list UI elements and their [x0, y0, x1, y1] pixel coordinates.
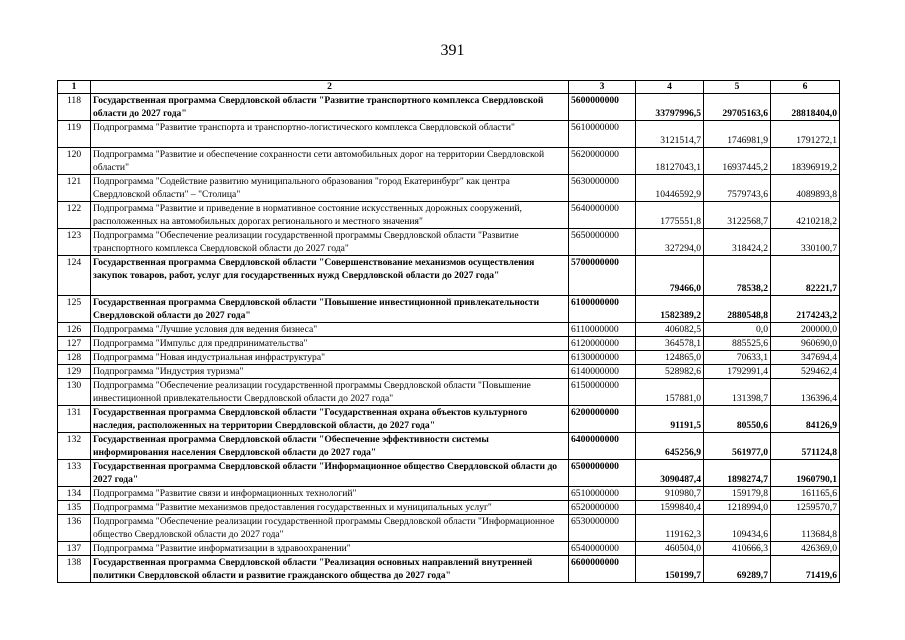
- page-number: 391: [440, 42, 465, 59]
- target-code: 5620000000: [569, 148, 636, 175]
- amount-col-5: 2880548,8: [704, 296, 771, 323]
- program-name: Подпрограмма "Лучшие условия для ведения бизнеса": [91, 323, 569, 337]
- amount-col-6: 960690,0: [771, 337, 840, 351]
- amount-col-4: 3090487,4: [636, 460, 704, 487]
- program-name: Подпрограмма "Обеспечение реализации государственной программы Свердловской области "Информационное общество Свердловской области до 2027 года": [91, 515, 569, 542]
- table-row: [58, 121, 840, 148]
- row-number: 120: [58, 148, 91, 175]
- target-code: 6510000000: [569, 487, 636, 501]
- amount-col-6: 200000,0: [771, 323, 840, 337]
- table-row: [58, 202, 840, 229]
- amount-col-6: 1259570,7: [771, 501, 840, 515]
- amount-col-4: 364578,1: [636, 337, 704, 351]
- column-header: 3: [569, 81, 636, 94]
- amount-col-6: 571124,8: [771, 433, 840, 460]
- amount-col-4: 1599840,4: [636, 501, 704, 515]
- program-name: Подпрограмма "Развитие и приведение в нормативное состояние искусственных дорожных сооружений, расположенных на автомобильных дорогах регионального и местного значения": [91, 202, 569, 229]
- amount-col-5: 561977,0: [704, 433, 771, 460]
- amount-col-6: 2174243,2: [771, 296, 840, 323]
- table-row: [58, 229, 840, 256]
- amount-col-4: 528982,6: [636, 365, 704, 379]
- amount-col-4: 18127043,1: [636, 148, 704, 175]
- amount-col-4: 157881,0: [636, 379, 704, 406]
- amount-col-6: 71419,6: [771, 556, 840, 583]
- budget-table: [57, 80, 840, 583]
- amount-col-5: 131398,7: [704, 379, 771, 406]
- row-number: 130: [58, 379, 91, 406]
- target-code: 6600000000: [569, 556, 636, 583]
- program-name: Государственная программа Свердловской области "Государственная охрана объектов культурного наследия, расположенных на территории Свердловской области, до 2027 года": [91, 406, 569, 433]
- row-number: 118: [58, 94, 91, 121]
- row-number: 126: [58, 323, 91, 337]
- target-code: 6150000000: [569, 379, 636, 406]
- table-row: [58, 175, 840, 202]
- amount-col-5: 109434,6: [704, 515, 771, 542]
- table-row: [58, 556, 840, 583]
- amount-col-5: 7579743,6: [704, 175, 771, 202]
- table-body: [58, 81, 840, 583]
- amount-col-5: 16937445,2: [704, 148, 771, 175]
- row-number: 128: [58, 351, 91, 365]
- column-header: 1: [58, 81, 91, 94]
- row-number: 132: [58, 433, 91, 460]
- table-row: [58, 542, 840, 556]
- amount-col-4: 3121514,7: [636, 121, 704, 148]
- amount-col-6: 330100,7: [771, 229, 840, 256]
- target-code: 5610000000: [569, 121, 636, 148]
- program-name: Подпрограмма "Обеспечение реализации государственной программы Свердловской области "Повышение инвестиционной привлекательности Свердловской области до 2027 года": [91, 379, 569, 406]
- table-header-row: [58, 81, 840, 94]
- target-code: 6110000000: [569, 323, 636, 337]
- amount-col-6: 1791272,1: [771, 121, 840, 148]
- program-name: Государственная программа Свердловской области "Повышение инвестиционной привлекательности Свердловской области до 2027 года": [91, 296, 569, 323]
- target-code: 6120000000: [569, 337, 636, 351]
- amount-col-4: 33797996,5: [636, 94, 704, 121]
- amount-col-4: 119162,3: [636, 515, 704, 542]
- program-name: Подпрограмма "Развитие транспорта и транспортно-логистического комплекса Свердловской области": [91, 121, 569, 148]
- row-number: 121: [58, 175, 91, 202]
- amount-col-5: 29705163,6: [704, 94, 771, 121]
- program-name: Государственная программа Свердловской области "Обеспечение эффективности системы информирования населения Свердловской области до 2027 года": [91, 433, 569, 460]
- row-number: 124: [58, 256, 91, 296]
- program-name: Подпрограмма "Обеспечение реализации государственной программы Свердловской области "Развитие транспортного комплекса Свердловской области до 2027 года": [91, 229, 569, 256]
- table-row: [58, 406, 840, 433]
- program-name: Подпрограмма "Новая индустриальная инфраструктура": [91, 351, 569, 365]
- amount-col-4: 327294,0: [636, 229, 704, 256]
- amount-col-6: 529462,4: [771, 365, 840, 379]
- target-code: 6500000000: [569, 460, 636, 487]
- amount-col-5: 3122568,7: [704, 202, 771, 229]
- target-code: 6140000000: [569, 365, 636, 379]
- column-header: 6: [771, 81, 840, 94]
- amount-col-5: 1898274,7: [704, 460, 771, 487]
- target-code: 5600000000: [569, 94, 636, 121]
- amount-col-4: 124865,0: [636, 351, 704, 365]
- table-row: [58, 148, 840, 175]
- amount-col-4: 10446592,9: [636, 175, 704, 202]
- amount-col-4: 91191,5: [636, 406, 704, 433]
- column-header: 4: [636, 81, 704, 94]
- row-number: 136: [58, 515, 91, 542]
- target-code: 6130000000: [569, 351, 636, 365]
- table-row: [58, 515, 840, 542]
- amount-col-4: 1775551,8: [636, 202, 704, 229]
- program-name: Подпрограмма "Развитие и обеспечение сохранности сети автомобильных дорог на территории Свердловской области": [91, 148, 569, 175]
- amount-col-6: 28818404,0: [771, 94, 840, 121]
- amount-col-6: 136396,4: [771, 379, 840, 406]
- table-row: [58, 296, 840, 323]
- program-name: Подпрограмма "Развитие информатизации в здравоохранении": [91, 542, 569, 556]
- amount-col-4: 150199,7: [636, 556, 704, 583]
- amount-col-6: 426369,0: [771, 542, 840, 556]
- column-header: 5: [704, 81, 771, 94]
- table-row: [58, 379, 840, 406]
- target-code: 6520000000: [569, 501, 636, 515]
- table-row: [58, 256, 840, 296]
- target-code: 6100000000: [569, 296, 636, 323]
- table-row: [58, 460, 840, 487]
- table-row: [58, 487, 840, 501]
- amount-col-5: 885525,6: [704, 337, 771, 351]
- table-row: [58, 433, 840, 460]
- amount-col-6: 4089893,8: [771, 175, 840, 202]
- amount-col-5: 70633,1: [704, 351, 771, 365]
- program-name: Подпрограмма "Развитие механизмов предоставления государственных и муниципальных услуг": [91, 501, 569, 515]
- target-code: 5700000000: [569, 256, 636, 296]
- amount-col-6: 18396919,2: [771, 148, 840, 175]
- row-number: 135: [58, 501, 91, 515]
- row-number: 137: [58, 542, 91, 556]
- row-number: 123: [58, 229, 91, 256]
- amount-col-6: 347694,4: [771, 351, 840, 365]
- table-row: [58, 337, 840, 351]
- table-row: [58, 365, 840, 379]
- amount-col-4: 645256,9: [636, 433, 704, 460]
- row-number: 125: [58, 296, 91, 323]
- amount-col-6: 1960790,1: [771, 460, 840, 487]
- program-name: Подпрограмма "Индустрия туризма": [91, 365, 569, 379]
- row-number: 129: [58, 365, 91, 379]
- amount-col-5: 1746981,9: [704, 121, 771, 148]
- amount-col-5: 78538,2: [704, 256, 771, 296]
- target-code: 5630000000: [569, 175, 636, 202]
- row-number: 122: [58, 202, 91, 229]
- target-code: 6400000000: [569, 433, 636, 460]
- program-name: Государственная программа Свердловской области "Реализация основных направлений внутренней политики Свердловской области и развитие гражданского общества до 2027 года": [91, 556, 569, 583]
- program-name: Государственная программа Свердловской области "Информационное общество Свердловской области до 2027 года": [91, 460, 569, 487]
- target-code: 6540000000: [569, 542, 636, 556]
- table-row: [58, 323, 840, 337]
- amount-col-5: 69289,7: [704, 556, 771, 583]
- target-code: 5640000000: [569, 202, 636, 229]
- amount-col-6: 113684,8: [771, 515, 840, 542]
- column-header: 2: [91, 81, 569, 94]
- program-name: Подпрограмма "Импульс для предпринимательства": [91, 337, 569, 351]
- table-row: [58, 351, 840, 365]
- amount-col-6: 4210218,2: [771, 202, 840, 229]
- target-code: 5650000000: [569, 229, 636, 256]
- amount-col-4: 79466,0: [636, 256, 704, 296]
- amount-col-5: 1218994,0: [704, 501, 771, 515]
- row-number: 133: [58, 460, 91, 487]
- target-code: 6530000000: [569, 515, 636, 542]
- amount-col-5: 80550,6: [704, 406, 771, 433]
- program-name: Подпрограмма "Содействие развитию муниципального образования "город Екатеринбург" как центра Свердловской области" – "Столица": [91, 175, 569, 202]
- amount-col-5: 159179,8: [704, 487, 771, 501]
- amount-col-5: 318424,2: [704, 229, 771, 256]
- row-number: 119: [58, 121, 91, 148]
- row-number: 138: [58, 556, 91, 583]
- amount-col-5: 1792991,4: [704, 365, 771, 379]
- amount-col-6: 82221,7: [771, 256, 840, 296]
- amount-col-5: 0,0: [704, 323, 771, 337]
- amount-col-4: 406082,5: [636, 323, 704, 337]
- program-name: Государственная программа Свердловской области "Развитие транспортного комплекса Свердловской области до 2027 года": [91, 94, 569, 121]
- target-code: 6200000000: [569, 406, 636, 433]
- program-name: Государственная программа Свердловской области "Совершенствование механизмов осуществления закупок товаров, работ, услуг для государственных нужд Свердловской области до 2027 года": [91, 256, 569, 296]
- amount-col-4: 1582389,2: [636, 296, 704, 323]
- amount-col-4: 910980,7: [636, 487, 704, 501]
- amount-col-4: 460504,0: [636, 542, 704, 556]
- row-number: 134: [58, 487, 91, 501]
- row-number: 131: [58, 406, 91, 433]
- amount-col-6: 84126,9: [771, 406, 840, 433]
- table-row: [58, 94, 840, 121]
- program-name: Подпрограмма "Развитие связи и информационных технологий": [91, 487, 569, 501]
- table-row: [58, 501, 840, 515]
- amount-col-5: 410666,3: [704, 542, 771, 556]
- row-number: 127: [58, 337, 91, 351]
- amount-col-6: 161165,6: [771, 487, 840, 501]
